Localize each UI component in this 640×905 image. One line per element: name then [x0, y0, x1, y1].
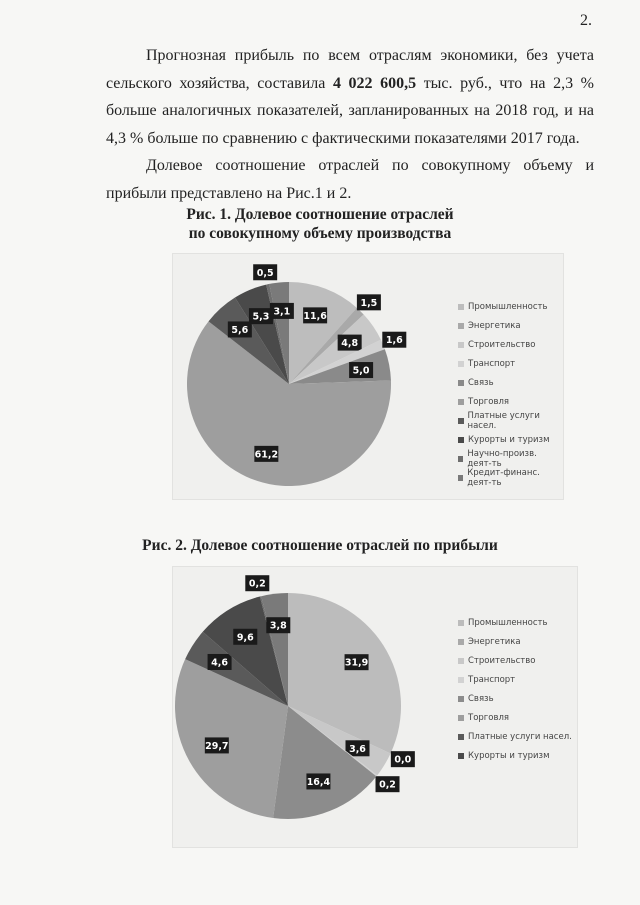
legend-swatch	[458, 715, 464, 721]
chart1-title: Рис. 1. Долевое соотношение отраслей по совокупному объему производства	[186, 206, 454, 242]
legend-swatch	[458, 361, 464, 367]
data-label	[382, 332, 406, 348]
legend-swatch	[458, 304, 464, 310]
legend-swatch	[458, 639, 464, 645]
data-label	[306, 773, 330, 789]
legend-swatch	[458, 475, 463, 481]
legend-item	[458, 297, 563, 316]
svg-text:4,6: 4,6	[211, 657, 229, 669]
legend-label: Торговля	[468, 712, 510, 723]
legend-label: Транспорт	[468, 674, 516, 685]
legend-item	[458, 354, 563, 373]
legend-item	[458, 708, 572, 727]
svg-text:11,6: 11,6	[303, 310, 327, 322]
chart2	[172, 566, 578, 848]
svg-text:29,7: 29,7	[205, 740, 229, 752]
chart1	[172, 253, 564, 500]
data-label	[228, 321, 252, 337]
legend-item	[458, 468, 563, 487]
legend-swatch	[458, 734, 464, 740]
svg-text:0,2: 0,2	[248, 578, 266, 590]
svg-text:5,6: 5,6	[231, 324, 249, 336]
legend-item	[458, 449, 563, 468]
legend-label: Связь	[468, 693, 494, 704]
legend-item	[458, 392, 563, 411]
page-number: 2.	[580, 12, 592, 29]
legend-item	[458, 670, 572, 689]
legend-swatch	[458, 658, 464, 664]
data-label	[303, 307, 327, 323]
legend-swatch	[458, 342, 464, 348]
data-label	[349, 362, 373, 378]
data-label	[345, 654, 369, 670]
legend-item	[458, 335, 563, 354]
chart2-title: Рис. 2. Долевое соотношение отраслей по прибыли	[142, 537, 498, 554]
legend-swatch	[458, 418, 464, 424]
legend-item	[458, 632, 572, 651]
svg-text:1,6: 1,6	[385, 335, 403, 347]
svg-text:5,0: 5,0	[352, 365, 370, 377]
legend-label: Курорты и туризм	[468, 434, 550, 445]
data-label	[338, 335, 362, 351]
legend-label: Платные услуги насел.	[468, 731, 572, 742]
data-label	[270, 303, 294, 319]
legend-label: Промышленность	[468, 617, 548, 628]
legend-label: Научно-произв. деят-ть	[467, 448, 537, 469]
legend-swatch	[458, 456, 463, 462]
svg-text:16,4: 16,4	[306, 776, 331, 788]
data-label	[266, 617, 290, 633]
svg-text:31,9: 31,9	[344, 657, 369, 669]
svg-text:61,2: 61,2	[254, 449, 279, 461]
legend-swatch	[458, 323, 464, 329]
svg-text:9,6: 9,6	[236, 632, 254, 644]
legend-item	[458, 316, 563, 335]
data-label	[245, 575, 269, 591]
svg-text:3,1: 3,1	[273, 306, 291, 318]
legend-item	[458, 746, 572, 765]
data-label	[249, 308, 273, 324]
data-label	[391, 751, 415, 767]
legend-swatch	[458, 696, 464, 702]
text: Долевое соотношение отраслей по совокупному объему и прибыли представлено на Рис.1 и 2.	[106, 157, 594, 202]
svg-text:3,8: 3,8	[269, 620, 287, 632]
legend-label: Связь	[468, 377, 494, 388]
legend	[458, 613, 572, 765]
svg-text:1,5: 1,5	[360, 297, 378, 309]
text: Прогнозная прибыль по всем отраслям экономики, без учета сельского хозяйства, составила	[106, 47, 594, 92]
svg-text:5,3: 5,3	[252, 311, 270, 323]
profit-value: 4 022 600,5	[332, 74, 417, 92]
legend-label: Платные услуги насел.	[467, 410, 540, 431]
legend-label: Энергетика	[468, 320, 521, 331]
legend-swatch	[458, 437, 464, 443]
text: тыс. руб., что на 2,3 % больше аналогичных показателей, запланированных на 2018 год, и на 4,3 % больше по сравнению с фактическими показателями 2017 года.	[106, 74, 595, 147]
legend-label: Промышленность	[468, 301, 548, 312]
legend-label: Строительство	[468, 339, 536, 350]
legend-label: Курорты и туризм	[468, 750, 550, 761]
paragraph-profit	[106, 42, 594, 152]
svg-text:0,0: 0,0	[394, 754, 412, 766]
legend-label: Строительство	[468, 655, 536, 666]
data-label	[233, 629, 257, 645]
legend-label: Кредит-финанс. деят-ть	[467, 467, 540, 488]
svg-text:3,6: 3,6	[349, 743, 366, 755]
data-label	[357, 294, 381, 310]
legend-swatch	[458, 399, 464, 405]
data-label	[253, 264, 277, 280]
legend-item	[458, 651, 572, 670]
svg-text:0,5: 0,5	[256, 267, 274, 279]
legend-item	[458, 689, 572, 708]
paragraph-shares	[106, 152, 594, 207]
legend-swatch	[458, 677, 464, 683]
legend	[458, 297, 563, 487]
legend-item	[458, 613, 572, 632]
data-label	[208, 654, 232, 670]
legend-label: Транспорт	[468, 358, 516, 369]
legend-item	[458, 411, 563, 430]
legend-item	[458, 373, 563, 392]
data-label	[376, 776, 400, 792]
svg-text:4,8: 4,8	[341, 338, 359, 350]
data-label	[254, 446, 278, 462]
legend-swatch	[458, 620, 464, 626]
legend-swatch	[458, 380, 464, 386]
legend-swatch	[458, 753, 464, 759]
legend-label: Энергетика	[468, 636, 521, 647]
legend-item	[458, 727, 572, 746]
svg-text:0,2: 0,2	[379, 779, 396, 791]
legend-label: Торговля	[468, 396, 510, 407]
data-label	[205, 737, 229, 753]
legend-item	[458, 430, 563, 449]
